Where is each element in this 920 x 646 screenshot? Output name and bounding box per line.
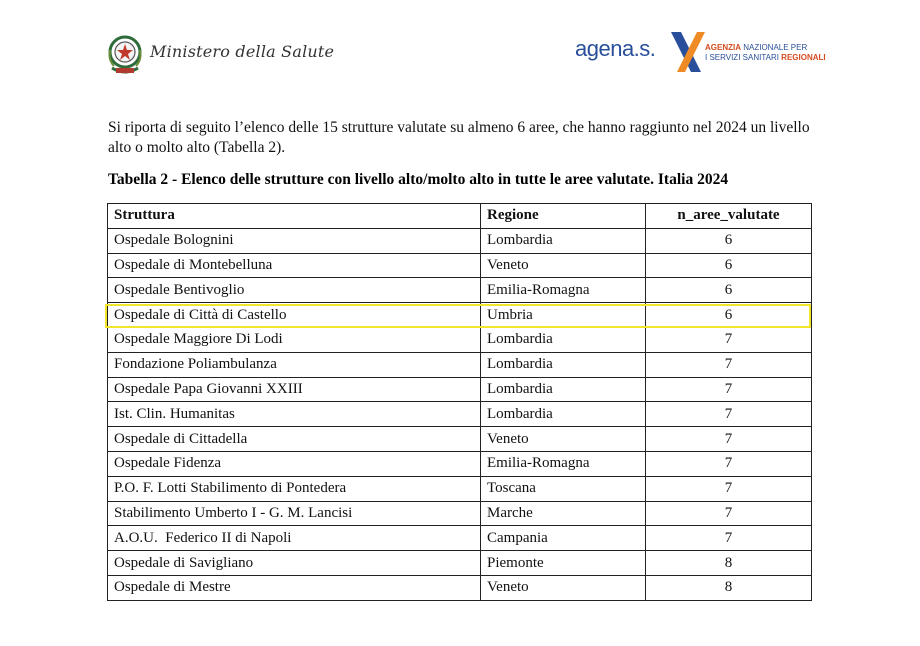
italian-republic-emblem-icon	[104, 30, 146, 78]
table-row	[108, 253, 812, 278]
cell-regione: Lombardia	[481, 352, 646, 377]
table-row	[108, 352, 812, 377]
cell-n-aree: 8	[646, 551, 812, 576]
table-row	[108, 526, 812, 551]
cell-n-aree: 6	[646, 303, 812, 328]
cell-n-aree: 8	[646, 575, 812, 600]
cell-regione: Emilia-Romagna	[481, 278, 646, 303]
cell-n-aree: 7	[646, 327, 812, 352]
cell-regione: Lombardia	[481, 377, 646, 402]
table-header-row	[108, 204, 812, 229]
cell-struttura: Ist. Clin. Humanitas	[108, 402, 481, 427]
cell-n-aree: 7	[646, 451, 812, 476]
page-header	[0, 0, 920, 90]
cell-regione: Veneto	[481, 427, 646, 452]
cell-n-aree: 7	[646, 526, 812, 551]
table-row	[108, 451, 812, 476]
cell-struttura: Ospedale Bolognini	[108, 228, 481, 253]
table-row	[108, 327, 812, 352]
table-row	[108, 377, 812, 402]
cell-struttura: Ospedale di Città di Castello	[108, 303, 481, 328]
cell-struttura: A.O.U. Federico II di Napoli	[108, 526, 481, 551]
cell-n-aree: 7	[646, 427, 812, 452]
cell-n-aree: 6	[646, 278, 812, 303]
cell-regione: Lombardia	[481, 327, 646, 352]
cell-struttura: Stabilimento Umberto I - G. M. Lancisi	[108, 501, 481, 526]
column-header-struttura: Struttura	[108, 204, 481, 229]
agenas-wordmark: agena.s.	[575, 36, 656, 61]
cell-struttura: Ospedale di Cittadella	[108, 427, 481, 452]
cell-struttura: Ospedale Maggiore Di Lodi	[108, 327, 481, 352]
cell-regione: Marche	[481, 501, 646, 526]
table-row	[108, 402, 812, 427]
agenas-tag-strong: AGENZIA	[705, 43, 741, 52]
agenas-tagline	[705, 43, 826, 63]
table-row	[108, 476, 812, 501]
column-header-n-aree: n_aree_valutate	[646, 204, 812, 229]
agenas-tag-line2: I SERVIZI SANITARI	[705, 53, 782, 62]
table-row	[108, 551, 812, 576]
table-row	[108, 278, 812, 303]
agenas-x-mark-icon	[667, 30, 707, 74]
table-row	[108, 228, 812, 253]
cell-struttura: Ospedale di Savigliano	[108, 551, 481, 576]
cell-regione: Toscana	[481, 476, 646, 501]
table-row	[108, 427, 812, 452]
cell-struttura: Ospedale di Mestre	[108, 575, 481, 600]
cell-struttura: P.O. F. Lotti Stabilimento di Pontedera	[108, 476, 481, 501]
table-row	[108, 501, 812, 526]
cell-regione: Veneto	[481, 253, 646, 278]
intro-paragraph: Si riporta di seguito l’elenco delle 15 strutture valutate su almeno 6 aree, che hanno raggiunto nel 2024 un livello alto o molto alto (Tabella 2).	[108, 119, 810, 156]
cell-regione: Lombardia	[481, 228, 646, 253]
cell-n-aree: 7	[646, 402, 812, 427]
cell-n-aree: 6	[646, 253, 812, 278]
ministry-logo-text: Ministero della Salute	[150, 42, 335, 61]
cell-regione: Umbria	[481, 303, 646, 328]
cell-regione: Lombardia	[481, 402, 646, 427]
cell-regione: Piemonte	[481, 551, 646, 576]
cell-n-aree: 7	[646, 377, 812, 402]
cell-regione: Veneto	[481, 575, 646, 600]
cell-regione: Campania	[481, 526, 646, 551]
cell-n-aree: 7	[646, 501, 812, 526]
table-row-highlighted	[108, 303, 812, 328]
facilities-table	[107, 203, 812, 601]
cell-struttura: Ospedale Fidenza	[108, 451, 481, 476]
cell-struttura: Fondazione Poliambulanza	[108, 352, 481, 377]
agenas-tag-line1: NAZIONALE PER	[741, 43, 808, 52]
table-caption: Tabella 2 - Elenco delle strutture con livello alto/molto alto in tutte le aree valutate. Italia 2024	[108, 171, 729, 188]
agenas-tag-strong-2: REGIONALI	[781, 53, 826, 62]
cell-n-aree: 7	[646, 352, 812, 377]
cell-struttura: Ospedale Bentivoglio	[108, 278, 481, 303]
cell-struttura: Ospedale Papa Giovanni XXIII	[108, 377, 481, 402]
cell-struttura: Ospedale di Montebelluna	[108, 253, 481, 278]
table-row	[108, 575, 812, 600]
cell-regione: Emilia-Romagna	[481, 451, 646, 476]
cell-n-aree: 7	[646, 476, 812, 501]
column-header-regione: Regione	[481, 204, 646, 229]
cell-n-aree: 6	[646, 228, 812, 253]
